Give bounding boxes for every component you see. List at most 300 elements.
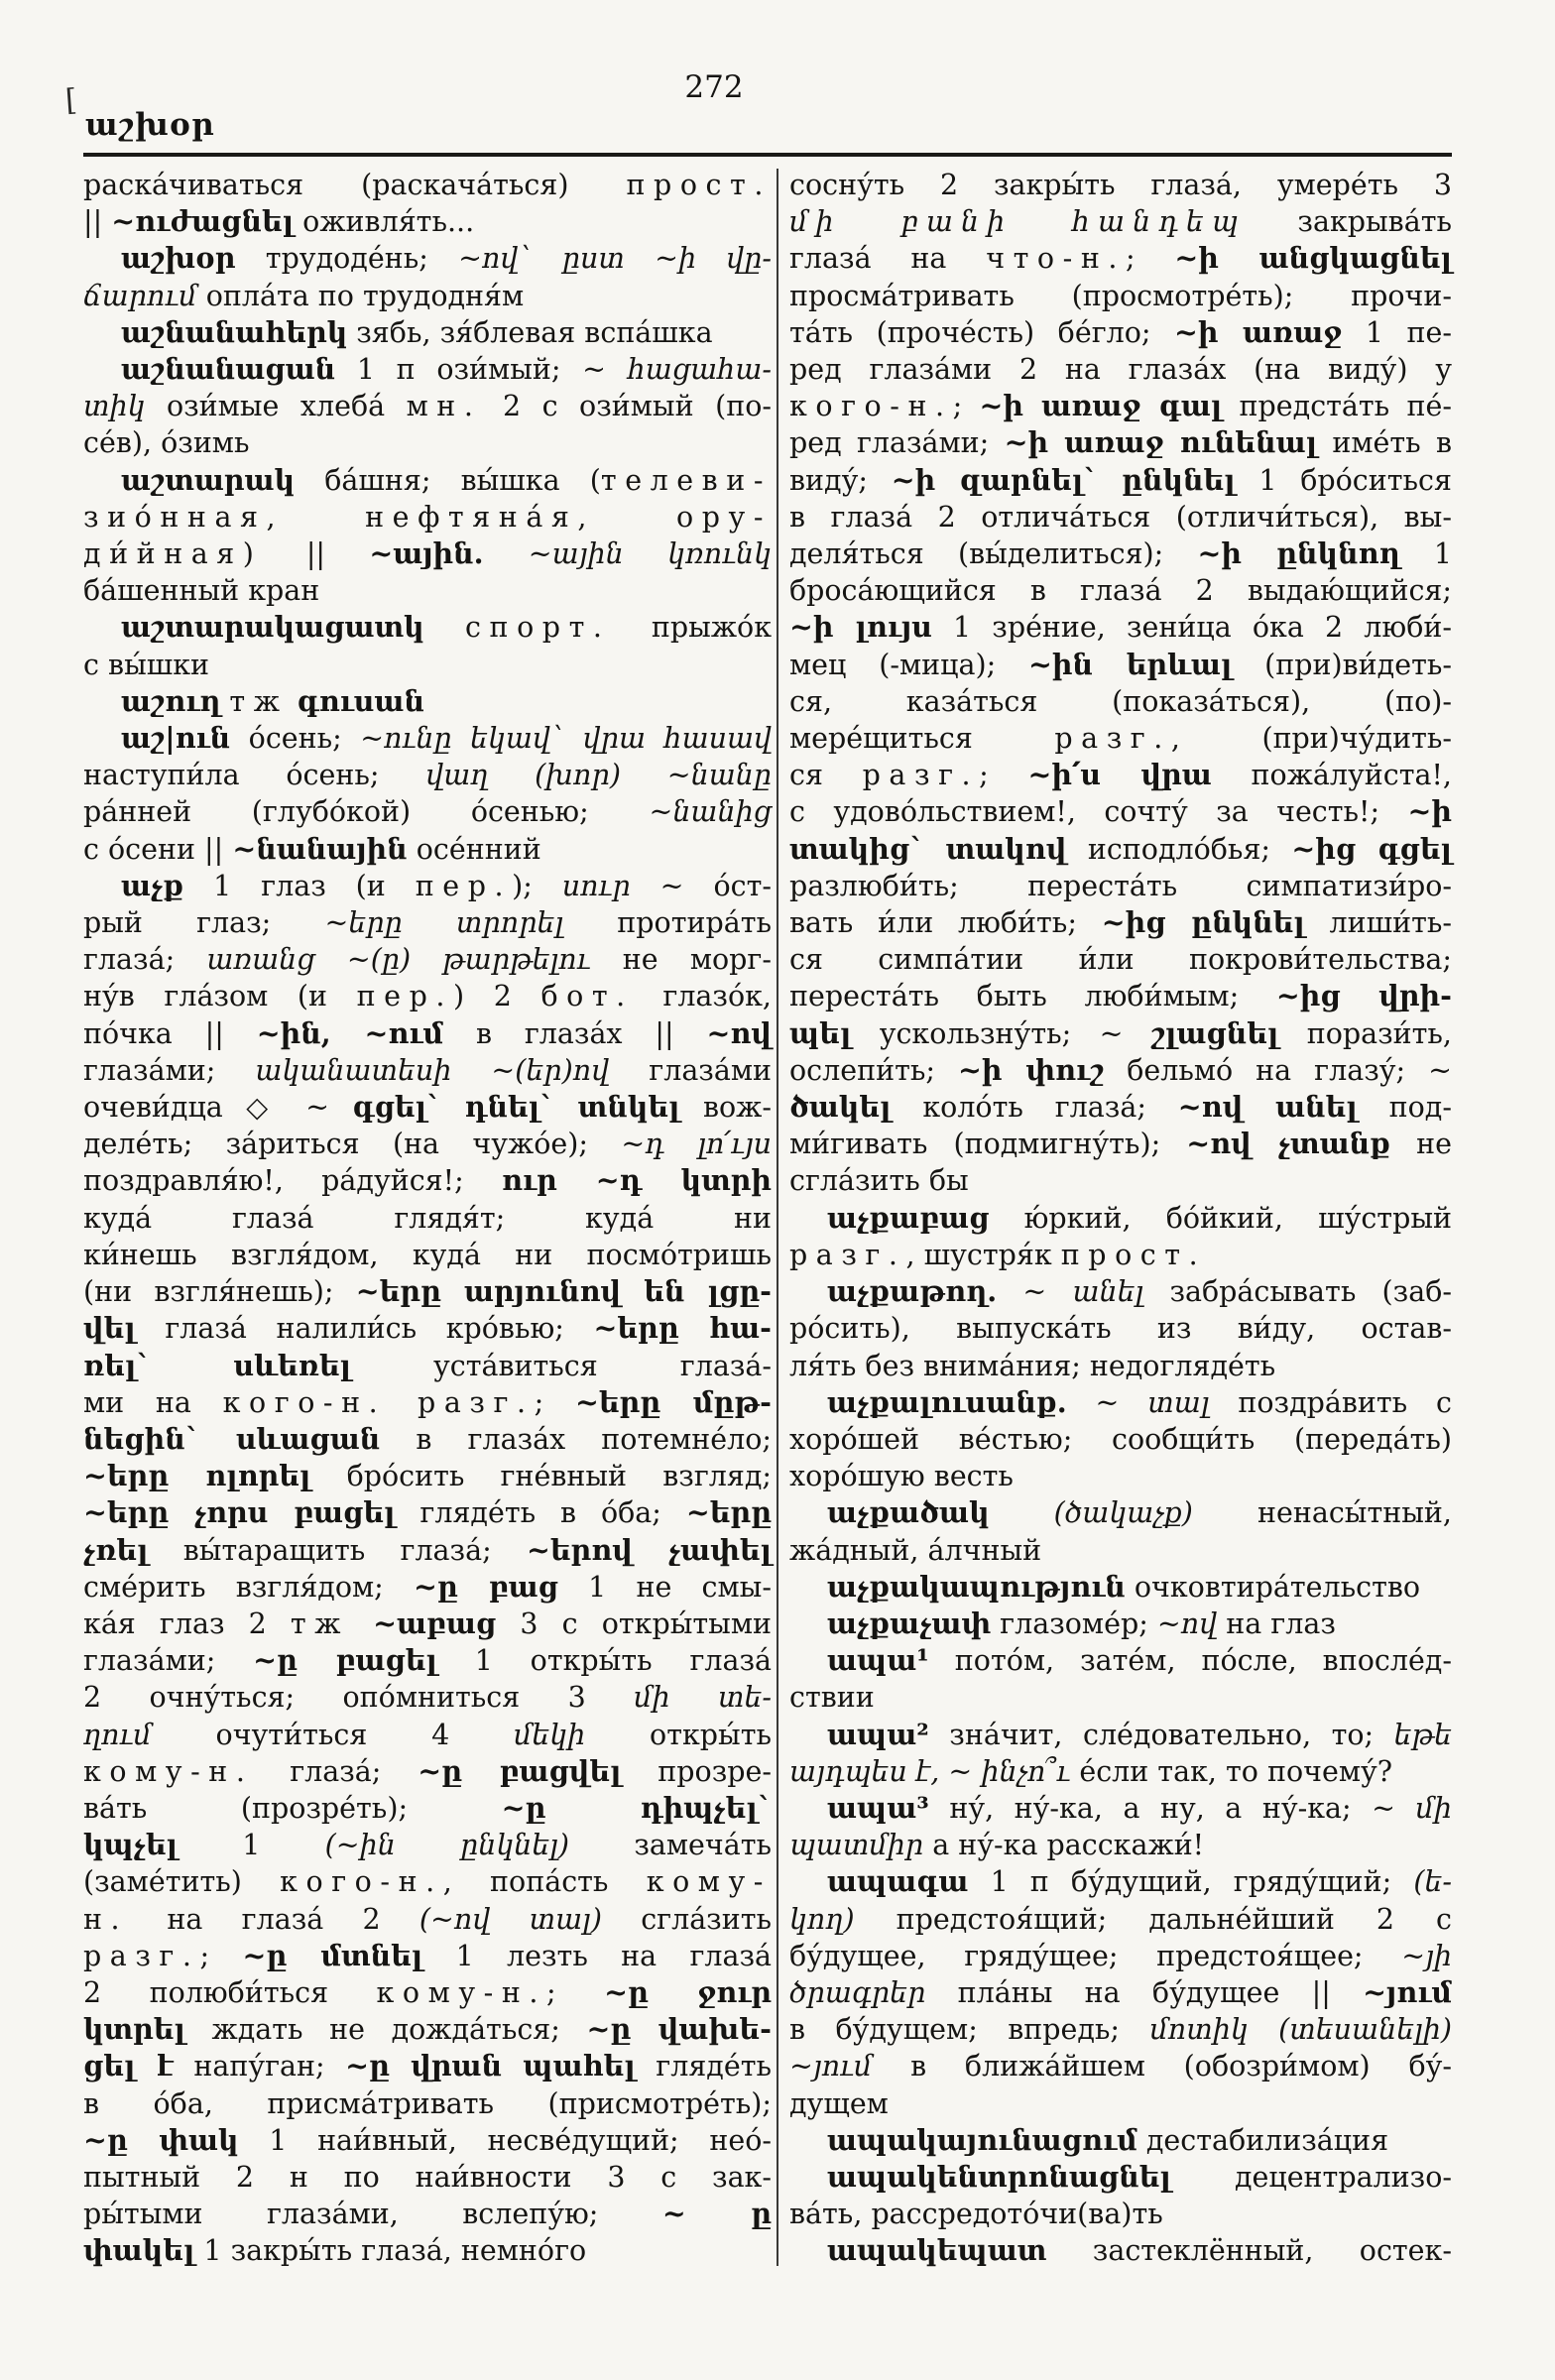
text-run: бот. <box>540 980 634 1013</box>
text-run: ~երը մըթ- <box>574 1384 772 1419</box>
text-line <box>789 2048 1452 2084</box>
text-run <box>349 1607 373 1640</box>
text-run: ~նանային <box>232 831 408 866</box>
text-run: ва́ть, рассредото́чи(ва)ть <box>789 2198 1163 2231</box>
text-run: очеви́дца ◇ ~ <box>83 1091 353 1125</box>
text-run: 1 зре́ние, зени́ца о́ка 2 люби́- <box>931 611 1452 645</box>
text-run: ուր ~դ կտրի <box>501 1163 772 1198</box>
text-run: зио́нная, нефтяна́я, ору- <box>83 500 772 534</box>
text-run: замеча́ть <box>569 1829 773 1862</box>
text-run: виду́; <box>789 463 892 497</box>
text-line <box>83 868 772 904</box>
text-run: в бу́дущем; впредь; <box>789 2013 1150 2047</box>
text-run: пер. <box>356 980 453 1013</box>
text-run: на глаз <box>1217 1606 1336 1640</box>
text-line <box>83 351 772 388</box>
text-run: աշնանահերկ <box>121 314 348 349</box>
text-line <box>789 1863 1452 1900</box>
text-run: , попа́сть <box>442 1865 647 1899</box>
text-run: мере́щиться <box>789 722 1055 756</box>
text-run: разг. <box>862 759 980 792</box>
text-run: по́чка || <box>83 1016 257 1050</box>
text-run: ~ի ընկնող <box>1197 536 1400 571</box>
text-line <box>83 1679 772 1716</box>
text-run: ро́сить), выпуска́ть из ви́ду, остав- <box>789 1312 1452 1346</box>
text-line <box>789 536 1452 572</box>
text-run: ապակենտրոնացնել <box>827 2159 1171 2194</box>
text-run: ~ը բացվել <box>418 1753 622 1788</box>
text-run: вож- <box>679 1091 772 1125</box>
text-run: 1 закры́ть глаза́, немно́го <box>194 2234 587 2268</box>
text-run: ну́в гла́зом (и <box>83 980 357 1013</box>
text-run: ди́йная) <box>83 537 263 571</box>
text-run: մեկի <box>514 1718 586 1751</box>
text-run: ну́, ну́-ка, а ну, а ну́-ка; ~ <box>928 1791 1416 1825</box>
text-line <box>83 1532 772 1569</box>
text-line <box>83 757 772 793</box>
text-run: տիկ <box>83 390 146 423</box>
text-line <box>83 2048 772 2084</box>
text-run: ապակեպատ <box>827 2233 1047 2268</box>
text-run: ապագա <box>827 1864 969 1899</box>
text-line <box>789 424 1452 461</box>
text-run: сме́рить взгля́дом; <box>83 1570 414 1604</box>
text-run: տակից` տակով <box>789 831 1067 866</box>
right-column <box>789 167 1452 2270</box>
text-line <box>83 1310 772 1347</box>
text-line <box>83 1200 772 1237</box>
text-run: 2 с ози́мый (по- <box>481 390 772 423</box>
text-run: зябь, зя́блевая вспа́шка <box>347 315 713 349</box>
text-run: ~ունը եկավ` վրա հասավ <box>360 722 773 756</box>
text-run: ~յում <box>789 2050 873 2083</box>
left-column <box>83 167 772 2270</box>
text-run: дестабилиза́ция <box>1136 2123 1389 2157</box>
text-line <box>83 314 772 351</box>
text-line <box>789 1126 1452 1162</box>
text-run: 1 не смы- <box>558 1570 772 1604</box>
text-run: աչքաբաց <box>827 1200 990 1235</box>
text-run: ~ով` ըստ ~ի վը- <box>458 242 772 276</box>
text-run: осе́нний <box>407 832 541 866</box>
text-run: ~ը վրան պահել <box>345 2049 636 2083</box>
text-run: глаза́ налили́сь кро́вью; <box>135 1312 594 1346</box>
text-run: աշ|ուն <box>121 721 231 756</box>
text-run: ~ի առաջ գալ <box>979 389 1223 423</box>
text-line <box>789 978 1452 1014</box>
text-run: бро́сить гне́вный взгляд; <box>310 1460 772 1493</box>
text-run: раска́чиваться (раскача́ться) <box>83 169 627 201</box>
text-run: ~յի <box>1401 1939 1452 1972</box>
text-line <box>83 167 772 203</box>
text-run: ры́тыми глаза́ми, вслепу́ю; <box>83 2198 662 2231</box>
text-run: 1 откры́ть глаза́ <box>436 1644 773 1678</box>
text-line <box>83 1162 772 1199</box>
text-run: կտրել <box>83 2012 185 2047</box>
text-run: бу́дущее, гряду́щее; предстоя́щее; <box>789 1939 1402 1972</box>
text-run: ~ը վախե- <box>586 2012 772 2047</box>
text-line <box>789 1089 1452 1126</box>
text-run: сосну́ть 2 закры́ть глаза́, умере́ть 3 <box>789 169 1452 201</box>
text-run: разг. <box>418 1385 535 1419</box>
text-line <box>83 1421 772 1458</box>
text-run: глаза́ми; <box>83 1644 254 1678</box>
text-line <box>789 462 1452 499</box>
text-run: (ծակաչք) <box>1053 1496 1193 1530</box>
text-run: ~երով չափել <box>526 1532 772 1567</box>
text-run: предстоя́щий; дальне́йший 2 с <box>854 1902 1452 1936</box>
text-line <box>789 240 1452 277</box>
text-run: куда́ глаза́ глядя́т; куда́ ни <box>83 1201 772 1235</box>
text-run: ~ը դիպչել` <box>501 1790 772 1825</box>
text-run: в о́ба, присма́тривать (присмотре́ть); <box>83 2086 772 2120</box>
text-run: закрыва́ть <box>1246 205 1453 239</box>
text-run: (при)ви́деть- <box>1232 648 1453 681</box>
text-line <box>83 1642 772 1679</box>
text-line <box>789 1015 1452 1052</box>
text-run: пер. <box>415 869 513 902</box>
text-run: (заме́тить) <box>83 1865 281 1899</box>
text-line <box>789 831 1452 868</box>
text-line <box>83 278 772 314</box>
text-run: ~ի <box>1407 794 1452 829</box>
text-run: ~ին երևալ <box>1028 647 1233 681</box>
text-line <box>789 388 1452 424</box>
text-run: ю́ркий, бо́йкий, шу́стрый <box>989 1201 1452 1235</box>
text-run: ~ը մտնել <box>242 1938 423 1972</box>
text-line <box>83 1052 772 1089</box>
text-run: 2 полюби́ться <box>83 1975 377 2009</box>
text-line <box>83 240 772 277</box>
text-run: տալ <box>1147 1385 1210 1419</box>
text-line <box>83 462 772 499</box>
text-run: կող) <box>789 1902 855 1936</box>
text-run: աչքածակ <box>827 1495 990 1530</box>
text-line <box>83 904 772 941</box>
text-run: ~երը չորս բացել <box>83 1495 396 1530</box>
text-line <box>83 1974 772 2011</box>
text-run: пото́м, зате́м, по́сле, впосле́д- <box>928 1644 1452 1678</box>
text-run: очути́ться 4 <box>151 1718 514 1751</box>
text-run: ~երը տրորել <box>324 906 564 940</box>
text-run: ~ի փուշ <box>957 1052 1105 1087</box>
text-line <box>83 1126 772 1162</box>
text-run: уста́виться глаза́- <box>350 1349 772 1382</box>
text-run: на глаза́ 2 <box>128 1902 419 1936</box>
text-line <box>789 647 1452 683</box>
text-run: кого-н. <box>222 1385 387 1419</box>
text-run: վել <box>83 1311 136 1346</box>
text-run: пла́ны на бу́дущее || <box>925 1975 1364 2009</box>
text-run: кому- <box>646 1865 772 1899</box>
header-rule <box>83 153 1452 157</box>
text-line <box>789 572 1452 609</box>
text-line <box>789 720 1452 757</box>
text-run: ~ <box>1066 1385 1148 1419</box>
text-run: 1 лезть на глаза́ <box>422 1939 773 1972</box>
text-run: մոտիկ (տեսանելի) <box>1149 2013 1452 2047</box>
text-run: спорт. <box>465 611 611 645</box>
text-run: поздравля́ю!, ра́дуйся!; <box>83 1164 502 1198</box>
text-line <box>789 167 1452 203</box>
text-run: опла́та по трудодня́м <box>196 279 525 312</box>
text-run: в ближа́йшем (обозри́мом) бу́- <box>872 2050 1452 2083</box>
text-run: ; <box>979 759 1028 792</box>
text-run: 1 п бу́дущий, гряду́щий; <box>968 1865 1414 1899</box>
text-line <box>83 1273 772 1310</box>
text-run: прост. <box>626 169 772 201</box>
text-line <box>789 1679 1452 1716</box>
text-run: деля́ться (вы́делиться); <box>789 537 1198 571</box>
text-line <box>789 757 1452 793</box>
text-run: ~ով չտանք <box>1186 1127 1391 1161</box>
text-run: ~երը հա- <box>593 1311 772 1346</box>
text-run: աշտարակացատկ <box>121 610 424 645</box>
text-run: та́ть (проче́сть) бе́гло; <box>789 315 1175 349</box>
text-line <box>83 1015 772 1052</box>
text-line <box>83 1089 772 1126</box>
text-run: тж <box>229 684 289 718</box>
text-run: ~ից վրի- <box>1275 979 1452 1013</box>
text-line <box>83 1753 772 1790</box>
text-run: ~նանից <box>649 795 772 829</box>
text-run: ~աբաց <box>373 1606 497 1640</box>
text-run: ~երը ոլորել <box>83 1459 311 1493</box>
text-run: напу́ган; <box>173 2050 346 2083</box>
text-run: ля́ть без внима́ния; недогляде́ть <box>789 1349 1276 1382</box>
text-line <box>83 1348 772 1384</box>
text-run: 1 пе- <box>1342 315 1452 349</box>
text-run: пытный 2 н по наи́вности 3 с зак- <box>83 2160 772 2194</box>
text-line <box>83 978 772 1014</box>
text-run: застеклённый, остек- <box>1046 2234 1452 2268</box>
text-run: гляде́ть в о́ба; <box>395 1496 686 1530</box>
text-line <box>83 2011 772 2048</box>
text-run: порази́ть, <box>1278 1016 1452 1050</box>
text-run: с о́сени || <box>83 832 233 866</box>
text-run: трудоде́нь; <box>235 242 459 276</box>
text-run: ծակել <box>789 1090 892 1125</box>
text-run: глазоме́р; <box>991 1606 1157 1640</box>
text-run: прыжо́к <box>610 611 773 645</box>
text-run: разг. <box>789 1238 906 1271</box>
text-line <box>83 2196 772 2232</box>
text-run: е́сли так, то почему́? <box>1070 1754 1393 1788</box>
text-run: под- <box>1357 1091 1452 1125</box>
text-run: ~ի անցկացնել <box>1174 241 1452 276</box>
text-line <box>83 1494 772 1531</box>
text-run: ред глаза́ми 2 на глаза́х (на виду́) у <box>789 353 1452 387</box>
text-line <box>789 868 1452 904</box>
text-run: այդպես է, ~ ինչո՞ւ <box>789 1754 1071 1788</box>
text-run: ускользну́ть; ~ <box>851 1016 1151 1050</box>
text-run: с вы́шки <box>83 648 210 681</box>
text-run: забра́сывать (заб- <box>1143 1275 1452 1309</box>
text-run: кого-н. <box>280 1865 443 1899</box>
text-run: աշուղ <box>121 683 221 718</box>
text-line <box>789 314 1452 351</box>
text-run: ненасы́тный, <box>1192 1496 1452 1530</box>
text-run: գուսան <box>297 683 424 718</box>
text-run: (~ով տալ) <box>419 1902 602 1936</box>
text-run: децентрализо- <box>1170 2160 1452 2194</box>
text-run: ствии <box>789 1681 875 1715</box>
text-run: мец (-мица); <box>789 648 1029 681</box>
text-run: ~ը փակ <box>83 2122 239 2157</box>
text-run: зна́чит, сле́довательно, то; <box>928 1718 1394 1751</box>
text-line <box>789 1717 1452 1753</box>
text-run: առանց ~(ը) թարթելու <box>206 943 591 977</box>
text-line <box>83 1827 772 1863</box>
text-run: поздра́вить с <box>1209 1385 1452 1419</box>
text-run: ми́гивать (подмигну́ть); <box>789 1128 1187 1161</box>
text-line <box>789 203 1452 240</box>
text-run: ~ը ջուր <box>604 1974 772 2009</box>
text-run: бельмо́ на глазу́; ~ <box>1104 1053 1452 1087</box>
text-line <box>83 1606 772 1642</box>
text-line <box>83 536 772 572</box>
text-line <box>83 831 772 868</box>
text-run: (~ին ընկնել) <box>324 1829 570 1862</box>
text-run: , (при)чу́дить- <box>1170 722 1452 756</box>
text-run: откры́ть <box>585 1718 772 1751</box>
text-run: броса́ющийся в глаза́ 2 выдаю́щийся; <box>789 574 1452 608</box>
text-line <box>789 1938 1452 1974</box>
text-run: сгла́зить бы <box>789 1164 969 1198</box>
text-run: || <box>262 537 370 571</box>
text-run: սուր ~ <box>561 869 684 902</box>
text-run: ми на <box>83 1385 223 1419</box>
text-run: сгла́зить <box>601 1902 773 1936</box>
text-run: ռել` սևեռել <box>83 1348 351 1382</box>
text-run: ապա¹ <box>827 1643 929 1678</box>
text-run: պել <box>789 1015 852 1050</box>
text-run: (ե- <box>1413 1865 1452 1899</box>
text-run: կպչել <box>83 1828 178 1862</box>
text-line <box>789 351 1452 388</box>
text-run: մի բանի հանդեպ <box>789 205 1247 239</box>
text-run: кому-н. <box>376 1975 546 2009</box>
text-run: име́ть в <box>1317 426 1453 460</box>
text-run: ра́нней (глубо́кой) о́сенью; <box>83 795 650 829</box>
text-run: փակել <box>83 2233 195 2268</box>
text-line <box>789 2159 1452 2196</box>
text-line <box>83 203 772 240</box>
text-run: телеви- <box>600 463 772 497</box>
text-run: ~երը <box>685 1495 772 1530</box>
text-run: ред глаза́ми; <box>789 426 1005 460</box>
text-run: наступи́ла о́сень; <box>83 759 426 792</box>
text-run: , шустря́к <box>905 1238 1061 1271</box>
text-run: աչքաչափ <box>827 1606 992 1640</box>
running-head-word: աշխօր <box>85 107 215 143</box>
text-line <box>789 1827 1452 1863</box>
text-run: се́в), о́зимь <box>83 426 250 460</box>
text-run: ականատեսի ~(եր)ով <box>255 1053 610 1087</box>
text-line <box>83 1458 772 1494</box>
text-line <box>789 1421 1452 1458</box>
text-run: ки́нешь взгля́дом, куда́ ни посмо́тришь <box>83 1238 772 1271</box>
text-run: ~յում <box>1363 1974 1452 2009</box>
text-run: նեցին` սևացան <box>83 1421 381 1456</box>
text-run: (ни взгля́нешь); <box>83 1275 356 1309</box>
text-line <box>83 388 772 424</box>
text-run: ~ով <box>706 1015 773 1050</box>
text-run: ся симпа́тии и́ли покрови́тельства; <box>789 943 1452 977</box>
text-run: ози́мые хлеба́ <box>145 390 407 423</box>
text-run: ~ <box>997 1275 1073 1309</box>
text-line <box>789 793 1452 830</box>
text-run: кого-н. <box>789 390 953 423</box>
text-run: лиши́ть- <box>1304 906 1452 940</box>
text-run: тж <box>290 1606 349 1640</box>
text-line <box>789 1348 1452 1384</box>
text-run: աչքալուսանք. <box>827 1384 1067 1419</box>
text-run: ; <box>1125 242 1175 276</box>
text-run: 1 глаз (и <box>183 869 416 902</box>
text-run: ~ի լույս <box>789 610 932 645</box>
text-run: վաղ (խոր) ~նանը <box>425 759 773 792</box>
text-run: ~երը արյունով են լցը- <box>355 1274 772 1309</box>
text-run: дущем <box>789 2086 889 2120</box>
text-run: кому-н. <box>83 1754 254 1788</box>
text-run: աչքակապություն <box>827 1569 1126 1604</box>
text-line <box>83 2159 772 2196</box>
text-line <box>789 2011 1452 2048</box>
text-run: 1 наи́вный, несве́дущий; нео́- <box>238 2123 773 2157</box>
text-run: ба́шня; вы́шка ( <box>295 463 601 497</box>
text-run: ~ի՛ս վրա <box>1027 758 1212 792</box>
text-run: рый глаз; <box>83 906 325 940</box>
text-run: ~ը բաց <box>413 1569 558 1604</box>
text-run: просма́тривать (просмотре́ть); прочи- <box>789 279 1452 312</box>
text-line <box>789 1273 1452 1310</box>
text-run: н. <box>83 1902 129 1936</box>
text-run: оживля́ть... <box>294 205 475 239</box>
text-run: 2 очну́ться; опо́мниться 3 <box>83 1681 635 1715</box>
text-line <box>789 2085 1452 2122</box>
text-run: разг. <box>1054 722 1171 756</box>
text-line <box>789 1974 1452 2011</box>
text-run: коло́ть глаза́; <box>891 1091 1178 1125</box>
text-line <box>789 1162 1452 1199</box>
text-line <box>789 1790 1452 1827</box>
text-run: в глаза́х потемне́ло; <box>380 1422 772 1456</box>
text-run: ~ի առաջ ունենալ <box>1004 425 1318 460</box>
text-run: прозре- <box>621 1754 772 1788</box>
text-run: предста́ть пе́- <box>1222 390 1452 423</box>
text-run: мн. <box>406 390 482 423</box>
text-run: աչքաթող. <box>827 1274 998 1309</box>
text-run: ~ի առաջ <box>1174 314 1343 349</box>
text-run: աշտարակ <box>121 462 296 497</box>
text-run: ցել է <box>83 2049 174 2083</box>
text-run: ва́ть (прозре́ть); <box>83 1791 502 1825</box>
text-line <box>789 1200 1452 1237</box>
text-run <box>289 685 298 718</box>
text-line <box>83 499 772 536</box>
text-line <box>789 2122 1452 2159</box>
text-run: ся <box>789 759 863 792</box>
text-run: ~ից գցել <box>1291 831 1452 866</box>
text-run: ждать не дожда́ться; <box>184 2013 587 2047</box>
text-line <box>83 424 772 461</box>
text-run: прост. <box>1060 1238 1207 1271</box>
text-run: ճարում <box>83 279 197 312</box>
text-run: жа́дный, а́лчный <box>789 1533 1042 1567</box>
text-run: глазо́к, <box>633 980 772 1013</box>
text-run: гляде́ть <box>635 2050 773 2083</box>
